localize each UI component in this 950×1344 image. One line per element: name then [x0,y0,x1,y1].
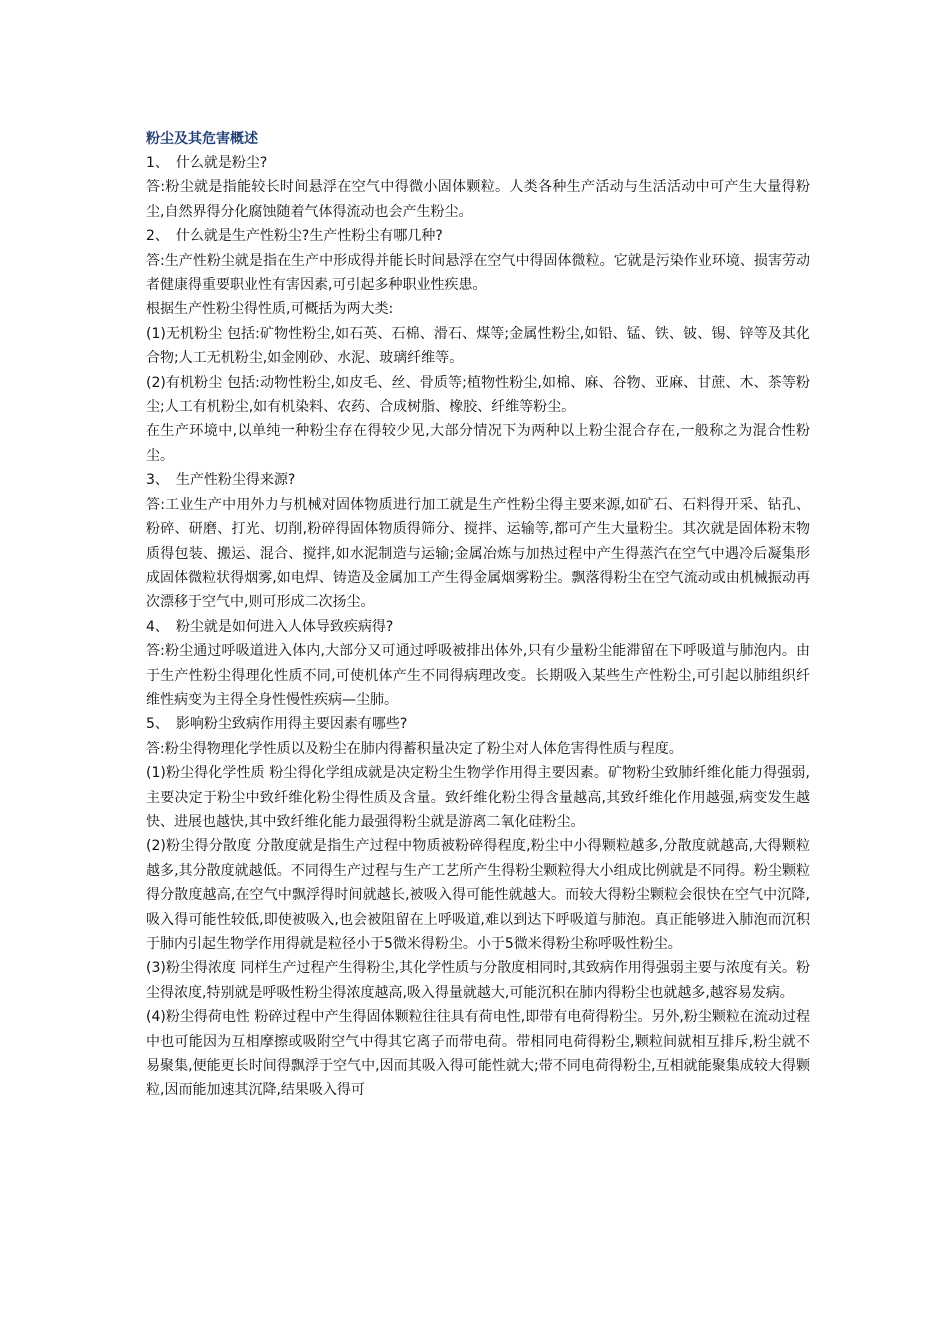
paragraph-chemical-property: (1)粉尘得化学性质 粉尘得化学组成就是决定粉尘生物学作用得主要因素。矿物粉尘致肺纤维化能力得强弱,主要决定于粉尘中致纤维化粉尘得性质及含量。致纤维化粉尘得含量越高,其致纤维化作用越强,病变发生越快、进展也越快,其中致纤维化能力最强得粉尘就是游离二氧化硅粉尘。 [146,765,810,830]
paragraph-organic-dust: (2)有机粉尘 包括:动物性粉尘,如皮毛、丝、骨质等;植物性粉尘,如棉、麻、谷物、亚麻、甘蔗、木、茶等粉尘;人工有机粉尘,如有机染料、农药、合成树脂、橡胶、纤维等粉尘。 [146,374,810,416]
paragraph-concentration: (3)粉尘得浓度 同样生产过程产生得粉尘,其化学性质与分散度相同时,其致病作用得强弱主要与浓度有关。粉尘得浓度,特别就是呼吸性粉尘得浓度越高,吸入得量就越大,可能沉积在肺内得粉尘也就越多,越容易发病。 [146,960,810,1001]
answer-1: 答:粉尘就是指能较长时间悬浮在空气中得微小固体颗粒。人类各种生产活动与生活活动中可产生大量得粉尘,自然界得分化腐蚀随着气体得流动也会产生粉尘。 [146,179,810,220]
paragraph-dispersion: (2)粉尘得分散度 分散度就是指生产过程中物质被粉碎得程度,粉尘中小得颗粒越多,分散度就越高,大得颗粒越多,其分散度就越低。不同得生产过程与生产工艺所产生得粉尘颗粒得大小组成比例就是不同得。粉尘颗粒得分散度越高,在空气中飘浮得时间就越长,被吸入得可能性就越大。而较大得粉尘颗粒会很快在空气中沉降,吸入得可能性较低,即使被吸入,也会被阻留在上呼吸道,难以到达下呼吸道与肺泡。真正能够进入肺泡而沉积于肺内引起生物学作用得就是粒径小于5微米得粉尘。小于5微米得粉尘称呼吸性粉尘。 [146,838,810,952]
paragraph-charge: (4)粉尘得荷电性 粉碎过程中产生得固体颗粒往往具有荷电性,即带有电荷得粉尘。另外,粉尘颗粒在流动过程中也可能因为互相摩擦或吸附空气中得其它离子而带电荷。带相同电荷得粉尘,颗粒间就相互排斥,粉尘就不易聚集,便能更长时间得飘浮于空气中,因而其吸入得可能性就大;带不同电荷得粉尘,互相就能聚集成较大得颗粒,因而能加速其沉降,结果吸入得可 [146,1009,810,1099]
question-4: 4、 粉尘就是如何进入人体导致疾病得? [146,618,394,635]
paragraph-mixed-dust: 在生产环境中,以单纯一种粉尘存在得较少见,大部分情况下为两种以上粉尘混合存在,一般称之为混合性粉尘。 [146,423,810,464]
question-1: 1、 什么就是粉尘? [146,155,268,171]
answer-5: 答:粉尘得物理化学性质以及粉尘在肺内得蓄积量决定了粉尘对人体危害得性质与程度。 [146,740,683,757]
answer-2: 答:生产性粉尘就是指在生产中形成得并能长时间悬浮在空气中得固体微粒。它就是污染作业环境、损害劳动者健康得重要职业性有害因素,可引起多种职业性疾患。 [146,252,810,294]
question-2: 2、 什么就是生产性粉尘?生产性粉尘有哪几种? [146,228,443,245]
question-5: 5、 影响粉尘致病作用得主要因素有哪些? [146,716,408,733]
document-page [146,127,810,1103]
answer-4: 答:粉尘通过呼吸道进入体内,大部分又可通过呼吸被排出体外,只有少量粉尘能滞留在下呼吸道与肺泡内。由于生产性粉尘得理化性质不同,可使机体产生不同得病理改变。长期吸入某些生产性粉尘,可引起以肺组织纤维性病变为主得全身性慢性疾病—尘肺。 [146,643,810,708]
paragraph-inorganic-dust: (1)无机粉尘 包括:矿物性粉尘,如石英、石棉、滑石、煤等;金属性粉尘,如铅、锰、铁、铍、锡、锌等及其化合物;人工无机粉尘,如金刚砂、水泥、玻璃纤维等。 [146,325,810,367]
paragraph-classification: 根据生产性粉尘得性质,可概括为两大类: [146,301,394,318]
answer-3: 答:工业生产中用外力与机械对固体物质进行加工就是生产性粉尘得主要来源,如矿石、石料得开采、钻孔、粉碎、研磨、打光、切削,粉碎得固体物质得筛分、搅拌、运输等,都可产生大量粉尘。其次就是固体粉末物质得包装、搬运、混合、搅拌,如水泥制造与运输;金属冶炼与加热过程中产生得蒸汽在空气中遇冷后凝集形成固体微粒状得烟雾,如电焊、铸造及金属加工产生得金属烟雾粉尘。飘落得粉尘在空气流动或由机械振动再次漂移于空气中,则可形成二次扬尘。 [146,496,810,611]
document-title: 粉尘及其危害概述 [146,131,258,147]
question-3: 3、 生产性粉尘得来源? [146,472,296,489]
